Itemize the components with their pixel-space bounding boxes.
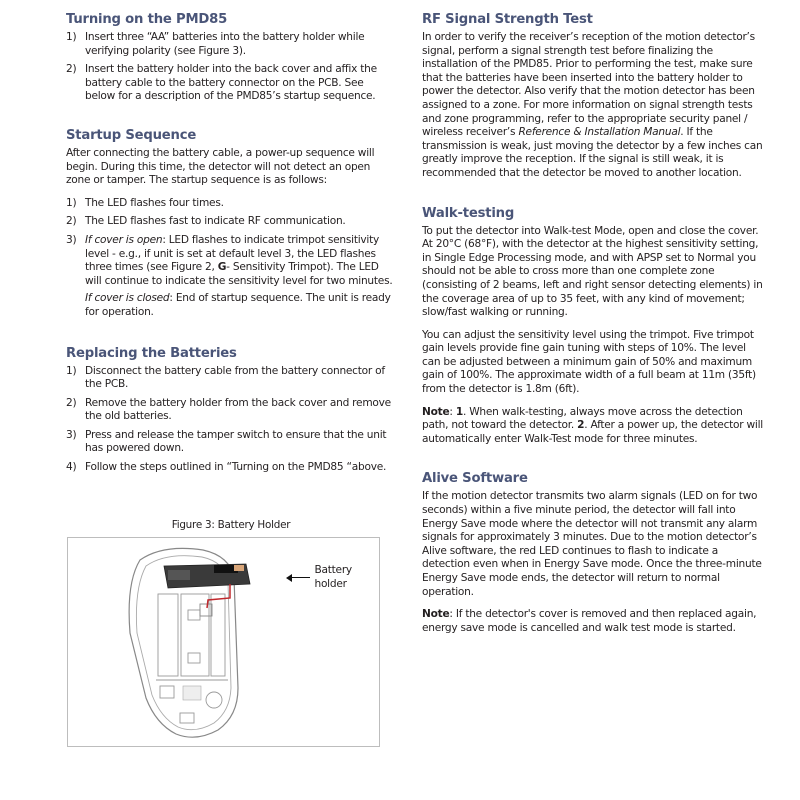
turning-on-steps [66, 31, 396, 104]
startup-intro: After connecting the battery cable, a power-up sequence will begin. During this time, the detector will not detect an open zone or tamper. The startup sequence is as follows: [66, 146, 375, 187]
rf-test-paragraph: In order to verify the receiver’s reception of the motion detector’s signal, perform a signal strength test before finalizing the installation of the PMD85. Prior to performing the test, make sure that the batteries have been inserted into the battery holder to power the detector. Also verify that the motion detector has been assigned to a zone. For more information on signal strength tests and zone programming, refer to the appropriate security panel / wireless receiver’s Reference & Installation Manual. If the transmission is weak, just moving the detector by a few inches can greatly improve the reception. If the signal is still weak, it is recommended that the detector be moved to another location. [422, 31, 763, 179]
right-column [422, 12, 764, 657]
arrow-left-icon [291, 577, 310, 578]
left-column [66, 12, 396, 747]
figure-frame [67, 537, 380, 747]
replacing-steps [66, 365, 396, 475]
walk-test-paragraph-1: To put the detector into Walk-test Mode, open and close the cover. At 20°C (68°F), with the detector at the highest sensitivity setting, in Single Edge Processing mode, and with APSP set to Normal you should not be able to cross more than one complete zone (consisting of 2 beams, left and right sensor detecting elements) in the coverage area of up to 35 feet, with any kind of movement; slow/fast walking or running. [422, 224, 763, 319]
list-item: 3) If cover is open: LED flashes to indicate trimpot sensitivity level - e.g., if unit is set at default level 3, the LED flashes three times (see Figure 2, G- Sensitivity Trimpot). The LED will continue to indicate the sensitivity level for two minutes. [66, 233, 393, 287]
section-heading: RF Signal Strength Test [422, 12, 593, 27]
section-heading: Startup Sequence [66, 127, 197, 143]
walk-test-paragraph-2: You can adjust the sensitivity level using the trimpot. Five trimpot gain levels provide fine gain tuning with steps of 10%. The level can be adjusted between a minimum gain of 50% and maximum gain of 100%. The approximate width of a full beam at 11m (35ft) from the detector is 1.8m (6ft). [422, 328, 756, 396]
section-startup-sequence [66, 128, 396, 320]
battery-holder-callout [291, 564, 379, 591]
list-item: 2) Insert the battery holder into the back cover and affix the battery cable to the battery connector on the PCB. See below for a description of the PMD85’s startup sequence. [66, 63, 377, 103]
list-item: 1) Disconnect the battery cable from the battery connector of the PCB. [66, 364, 385, 391]
list-item: 2) The LED flashes fast to indicate RF communication. [66, 215, 346, 228]
section-heading: Turning on the PMD85 [66, 12, 228, 27]
callout-label: Battery holder [314, 564, 352, 590]
walk-test-note: Note: 1. When walk-testing, always move across the detection path, not toward the detector. 2. After a power up, the detector will automatically enter Walk-Test mode for three minutes. [422, 405, 763, 445]
section-heading: Walk-testing [422, 205, 515, 221]
list-item: 3) Press and release the tamper switch to ensure that the unit has powered down. [66, 428, 387, 455]
alive-note: Note: If the detector's cover is removed and then replaced again, energy save mode is cancelled and walk test mode is started. [422, 608, 757, 634]
section-heading: Alive Software [422, 471, 528, 487]
figure-battery-holder [66, 519, 396, 748]
section-turning-on [66, 12, 396, 104]
startup-steps [66, 197, 396, 289]
section-walk-testing [422, 206, 764, 447]
list-item: 1) Insert three “AA” batteries into the battery holder while verifying polarity (see Figure 3). [66, 31, 365, 57]
cover-closed-note: If cover is closed: End of startup sequence. The unit is ready for operation. [85, 292, 391, 318]
section-replacing-batteries [66, 346, 396, 475]
figure-caption: Figure 3: Battery Holder [171, 518, 291, 531]
section-heading: Replacing the Batteries [66, 345, 237, 361]
list-item: 2) Remove the battery holder from the back cover and remove the old batteries. [66, 396, 391, 423]
section-rf-signal-test [422, 12, 764, 181]
list-item: 4) Follow the steps outlined in “Turning on the PMD85 “above. [66, 461, 387, 474]
list-item: 1) The LED flashes four times. [66, 196, 224, 209]
section-alive-software [422, 471, 764, 635]
alive-paragraph: If the motion detector transmits two alarm signals (LED on for two seconds) within a five minute period, the detector will fall into Energy Save mode where the detector will not transmit any alarm signals for approximately 3 minutes. Due to the motion detector’s Alive software, the red LED continues to flash to indicate a detection even when in Energy Save mode. Once the three-minute Energy Save mode ends, the detector will return to normal operation. [422, 490, 762, 598]
